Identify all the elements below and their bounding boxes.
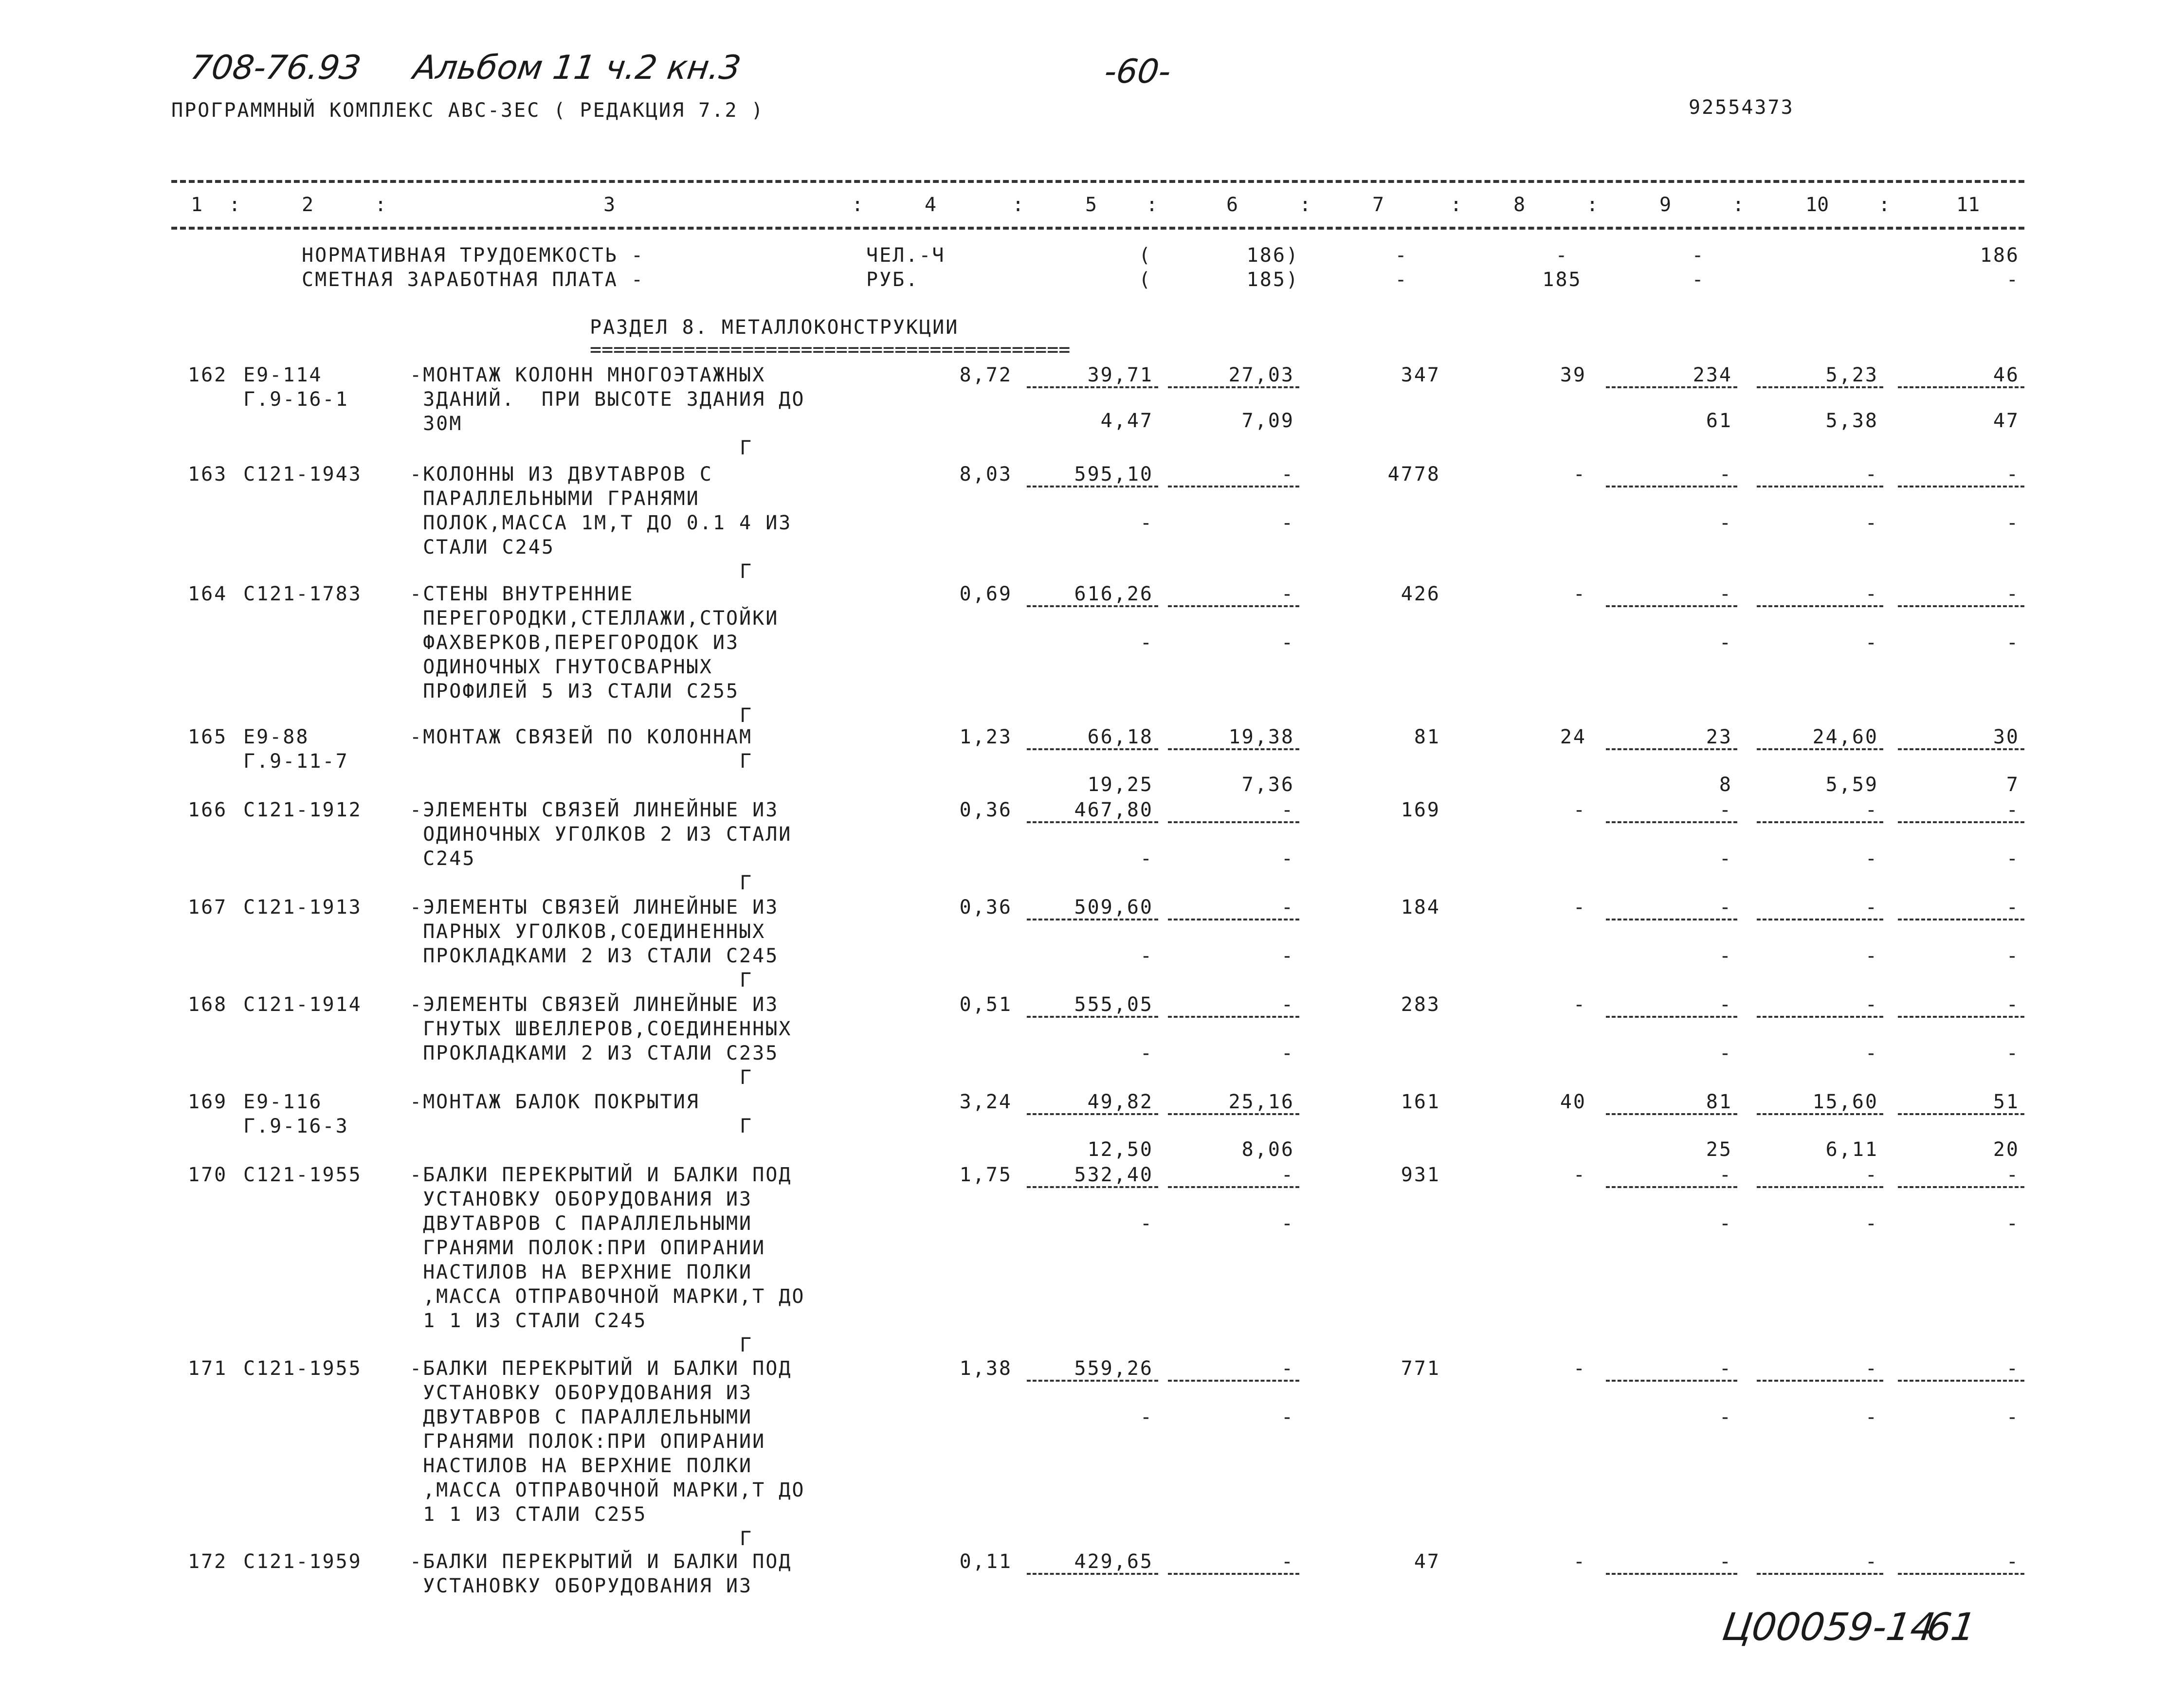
cell-c5b: 4,47 xyxy=(1100,410,1153,432)
cell-c9: 23 xyxy=(1706,726,1732,748)
summary-c7: - xyxy=(1395,244,1408,267)
column-separator: : xyxy=(852,194,864,216)
cell-c10: - xyxy=(1865,1551,1878,1573)
fraction-line xyxy=(1898,486,2024,487)
fraction-line xyxy=(1757,748,1883,750)
fraction-line xyxy=(1027,1186,1158,1188)
cell-c4: 0,51 xyxy=(959,993,1012,1016)
column-number: 7 xyxy=(1372,194,1384,216)
summary-c11: 186 xyxy=(1980,244,2020,267)
cell-c7: 283 xyxy=(1401,993,1440,1016)
summary-label: НОРМАТИВНАЯ ТРУДОЕМКОСТЬ - xyxy=(302,244,645,267)
cell-c5: 39,71 xyxy=(1087,364,1153,386)
cell-c6b: - xyxy=(1281,945,1294,967)
doc-number: 92554373 xyxy=(1689,96,1794,119)
fraction-line xyxy=(1168,748,1299,750)
row-number: 164 xyxy=(188,583,228,605)
cell-c9b: - xyxy=(1719,512,1732,534)
fraction-line xyxy=(1168,919,1299,920)
cell-c9: - xyxy=(1719,799,1732,821)
summary-value: 185) xyxy=(1246,269,1299,291)
cell-c11: - xyxy=(2006,799,2020,821)
cell-c7: 4778 xyxy=(1387,463,1440,486)
fraction-line xyxy=(1898,821,2024,823)
fraction-line xyxy=(1898,1380,2024,1382)
cell-c8: 24 xyxy=(1560,726,1586,748)
cell-c11b: 20 xyxy=(1993,1138,2020,1161)
cell-c9b: - xyxy=(1719,945,1732,967)
column-separator: : xyxy=(1732,194,1745,216)
row-code-secondary: Г.9-11-7 xyxy=(243,750,349,773)
cell-c5: 559,26 xyxy=(1074,1357,1153,1380)
row-description: -ЭЛЕМЕНТЫ СВЯЗЕЙ ЛИНЕЙНЫЕ ИЗ ОДИНОЧНЫХ УГОЛКОВ 2 ИЗ СТАЛИ С245 xyxy=(410,799,792,870)
fraction-line xyxy=(1606,486,1737,487)
row-description: -МОНТАЖ БАЛОК ПОКРЫТИЯ xyxy=(410,1091,700,1113)
summary-value: 186) xyxy=(1246,244,1299,267)
header-rule-bottom xyxy=(171,227,2024,230)
column-separator: : xyxy=(1450,194,1462,216)
cell-c11b: - xyxy=(2006,945,2020,967)
cell-c5b: 19,25 xyxy=(1087,774,1153,796)
cell-c9b: - xyxy=(1719,1212,1732,1235)
row-code: С121-1783 xyxy=(243,583,362,605)
row-number: 166 xyxy=(188,799,228,821)
page-number: -60- xyxy=(1102,53,1174,91)
cell-c11: 30 xyxy=(1993,726,2020,748)
cell-c6: 25,16 xyxy=(1228,1091,1294,1113)
fraction-line xyxy=(1606,1380,1737,1382)
fraction-line xyxy=(1898,1113,2024,1115)
row-code: Е9-114 xyxy=(243,364,323,386)
row-number: 172 xyxy=(188,1551,228,1573)
cell-c10b: 5,38 xyxy=(1825,410,1878,432)
cell-c10: 5,23 xyxy=(1825,364,1878,386)
fraction-line xyxy=(1027,919,1158,920)
cell-c6: - xyxy=(1281,1551,1294,1573)
cell-c9: - xyxy=(1719,463,1732,486)
row-description: -МОНТАЖ КОЛОНН МНОГОЭТАЖНЫХ ЗДАНИЙ. ПРИ ВЫСОТЕ ЗДАНИЯ ДО 30М xyxy=(410,364,805,435)
row-number: 168 xyxy=(188,993,228,1016)
cell-c4: 0,69 xyxy=(959,583,1012,605)
fraction-line xyxy=(1898,1573,2024,1575)
row-marker: Г xyxy=(740,704,753,727)
cell-c5: 66,18 xyxy=(1087,726,1153,748)
cell-c11: 51 xyxy=(1993,1091,2020,1113)
cell-c10: - xyxy=(1865,993,1878,1016)
cell-c6: - xyxy=(1281,1164,1294,1186)
fraction-line xyxy=(1027,1113,1158,1115)
row-code: Е9-116 xyxy=(243,1091,323,1113)
row-marker: Г xyxy=(740,750,753,773)
row-description: -БАЛКИ ПЕРЕКРЫТИЙ И БАЛКИ ПОД УСТАНОВКУ ОБОРУДОВАНИЯ ИЗ ДВУТАВРОВ С ПАРАЛЛЕЛЬНЫМИ ГРАНЯМИ ПОЛОК:ПРИ ОПИРАНИИ НАСТИЛОВ НА ВЕРХНИЕ ПОЛКИ ,МАССА ОТПРАВОЧНОЙ МАРКИ,Т ДО 1 1 ИЗ СТАЛИ С245 xyxy=(410,1164,805,1332)
cell-c5b: 12,50 xyxy=(1087,1138,1153,1161)
cell-c6b: - xyxy=(1281,512,1294,534)
fraction-line xyxy=(1168,1573,1299,1575)
cell-c4: 0,11 xyxy=(959,1551,1012,1573)
header-rule-top xyxy=(171,180,2024,183)
row-code: С121-1914 xyxy=(243,993,362,1016)
fraction-line xyxy=(1898,748,2024,750)
cell-c10b: 6,11 xyxy=(1825,1138,1878,1161)
cell-c8: - xyxy=(1573,583,1586,605)
row-number: 169 xyxy=(188,1091,228,1113)
row-number: 162 xyxy=(188,364,228,386)
fraction-line xyxy=(1606,1573,1737,1575)
cell-c5b: - xyxy=(1140,1042,1153,1064)
fraction-line xyxy=(1606,821,1737,823)
cell-c9b: 25 xyxy=(1706,1138,1732,1161)
handwritten-code: 708-76.93 xyxy=(188,49,364,87)
fraction-line xyxy=(1027,386,1158,388)
summary-c9: - xyxy=(1692,244,1705,267)
fraction-line xyxy=(1027,748,1158,750)
cell-c10: 24,60 xyxy=(1812,726,1878,748)
cell-c6b: - xyxy=(1281,1406,1294,1428)
fraction-line xyxy=(1757,486,1883,487)
row-number: 167 xyxy=(188,896,228,919)
column-number: 5 xyxy=(1085,194,1097,216)
fraction-line xyxy=(1027,1380,1158,1382)
cell-c5: 467,80 xyxy=(1074,799,1153,821)
cell-c9b: - xyxy=(1719,1406,1732,1428)
row-code-secondary: Г.9-16-1 xyxy=(243,388,349,411)
fraction-line xyxy=(1757,1186,1883,1188)
cell-c4: 8,72 xyxy=(959,364,1012,386)
cell-c11: 46 xyxy=(1993,364,2020,386)
column-separator: : xyxy=(229,194,241,216)
row-marker: Г xyxy=(740,1115,753,1137)
cell-c10b: - xyxy=(1865,1406,1878,1428)
footer-sheet: 61 xyxy=(1924,1605,1979,1649)
fraction-line xyxy=(1168,1380,1299,1382)
cell-c6: - xyxy=(1281,896,1294,919)
cell-c10b: - xyxy=(1865,631,1878,654)
row-code: С121-1955 xyxy=(243,1357,362,1380)
summary-paren: ( xyxy=(1139,244,1152,267)
cell-c6b: 7,09 xyxy=(1241,410,1294,432)
summary-c8: - xyxy=(1555,244,1569,267)
cell-c8: - xyxy=(1573,1164,1586,1186)
row-description: -БАЛКИ ПЕРЕКРЫТИЙ И БАЛКИ ПОД УСТАНОВКУ ОБОРУДОВАНИЯ ИЗ xyxy=(410,1551,792,1597)
cell-c5b: - xyxy=(1140,631,1153,654)
fraction-line xyxy=(1606,748,1737,750)
row-code: С121-1955 xyxy=(243,1164,362,1186)
cell-c4: 0,36 xyxy=(959,896,1012,919)
cell-c11: - xyxy=(2006,1357,2020,1380)
fraction-line xyxy=(1027,1016,1158,1018)
fraction-line xyxy=(1898,1016,2024,1018)
cell-c6: - xyxy=(1281,993,1294,1016)
cell-c10b: 5,59 xyxy=(1825,774,1878,796)
cell-c10: - xyxy=(1865,1164,1878,1186)
summary-paren: ( xyxy=(1139,269,1152,291)
cell-c10b: - xyxy=(1865,512,1878,534)
column-number: 10 xyxy=(1805,194,1829,216)
column-number: 4 xyxy=(925,194,937,216)
cell-c8: 40 xyxy=(1560,1091,1586,1113)
footer-stamp: Ц00059-14 xyxy=(1719,1605,1938,1649)
cell-c5: 49,82 xyxy=(1087,1091,1153,1113)
cell-c5b: - xyxy=(1140,512,1153,534)
fraction-line xyxy=(1757,1573,1883,1575)
fraction-line xyxy=(1757,605,1883,607)
cell-c8: - xyxy=(1573,993,1586,1016)
cell-c9b: - xyxy=(1719,1042,1732,1064)
cell-c5b: - xyxy=(1140,1406,1153,1428)
cell-c6b: 8,06 xyxy=(1241,1138,1294,1161)
fraction-line xyxy=(1606,919,1737,920)
cell-c8: 39 xyxy=(1560,364,1586,386)
row-marker: Г xyxy=(740,969,753,992)
cell-c4: 1,75 xyxy=(959,1164,1012,1186)
cell-c6: - xyxy=(1281,583,1294,605)
row-description: -БАЛКИ ПЕРЕКРЫТИЙ И БАЛКИ ПОД УСТАНОВКУ ОБОРУДОВАНИЯ ИЗ ДВУТАВРОВ С ПАРАЛЛЕЛЬНЫМИ ГРАНЯМИ ПОЛОК:ПРИ ОПИРАНИИ НАСТИЛОВ НА ВЕРХНИЕ ПОЛКИ ,МАССА ОТПРАВОЧНОЙ МАРКИ,Т ДО 1 1 ИЗ СТАЛИ С255 xyxy=(410,1357,805,1526)
cell-c10b: - xyxy=(1865,945,1878,967)
cell-c4: 8,03 xyxy=(959,463,1012,486)
cell-c8: - xyxy=(1573,896,1586,919)
summary-c9: - xyxy=(1692,269,1705,291)
cell-c10: - xyxy=(1865,799,1878,821)
row-marker: Г xyxy=(740,560,753,583)
cell-c11: - xyxy=(2006,1551,2020,1573)
cell-c10: - xyxy=(1865,1357,1878,1380)
fraction-line xyxy=(1168,486,1299,487)
cell-c4: 3,24 xyxy=(959,1091,1012,1113)
cell-c4: 1,23 xyxy=(959,726,1012,748)
cell-c5b: - xyxy=(1140,1212,1153,1235)
cell-c6b: 7,36 xyxy=(1241,774,1294,796)
fraction-line xyxy=(1168,1186,1299,1188)
cell-c11: - xyxy=(2006,896,2020,919)
column-separator: : xyxy=(1878,194,1891,216)
cell-c9: - xyxy=(1719,583,1732,605)
fraction-line xyxy=(1168,1016,1299,1018)
cell-c9: 234 xyxy=(1693,364,1732,386)
cell-c5: 429,65 xyxy=(1074,1551,1153,1573)
summary-unit: РУБ. xyxy=(866,269,919,291)
cell-c6: - xyxy=(1281,799,1294,821)
cell-c11: - xyxy=(2006,993,2020,1016)
fraction-line xyxy=(1027,486,1158,487)
fraction-line xyxy=(1757,1113,1883,1115)
fraction-line xyxy=(1168,1113,1299,1115)
cell-c7: 47 xyxy=(1414,1551,1440,1573)
row-code: Е9-88 xyxy=(243,726,309,748)
cell-c10: - xyxy=(1865,463,1878,486)
cell-c10: - xyxy=(1865,583,1878,605)
cell-c11b: - xyxy=(2006,1042,2020,1064)
row-marker: Г xyxy=(740,872,753,894)
column-separator: : xyxy=(1299,194,1311,216)
cell-c7: 184 xyxy=(1401,896,1440,919)
cell-c9: - xyxy=(1719,1164,1732,1186)
summary-c11: - xyxy=(2006,269,2020,291)
handwritten-album: Альбом 11 ч.2 кн.3 xyxy=(411,49,744,87)
cell-c9b: - xyxy=(1719,848,1732,870)
cell-c8: - xyxy=(1573,1551,1586,1573)
fraction-line xyxy=(1606,386,1737,388)
cell-c11b: - xyxy=(2006,1212,2020,1235)
row-number: 170 xyxy=(188,1164,228,1186)
cell-c4: 0,36 xyxy=(959,799,1012,821)
cell-c7: 161 xyxy=(1401,1091,1440,1113)
cell-c5: 532,40 xyxy=(1074,1164,1153,1186)
row-description: -СТЕНЫ ВНУТРЕННИЕ ПЕРЕГОРОДКИ,СТЕЛЛАЖИ,СТОЙКИ ФАХВЕРКОВ,ПЕРЕГОРОДОК ИЗ ОДИНОЧНЫХ ГНУТОСВАРНЫХ ПРОФИЛЕЙ 5 ИЗ СТАЛИ С255 xyxy=(410,583,779,703)
cell-c6: 19,38 xyxy=(1228,726,1294,748)
row-description: -ЭЛЕМЕНТЫ СВЯЗЕЙ ЛИНЕЙНЫЕ ИЗ ПАРНЫХ УГОЛКОВ,СОЕДИНЕННЫХ ПРОКЛАДКАМИ 2 ИЗ СТАЛИ С245 xyxy=(410,896,779,967)
cell-c11b: - xyxy=(2006,512,2020,534)
summary-label: СМЕТНАЯ ЗАРАБОТНАЯ ПЛАТА - xyxy=(302,269,645,291)
row-description: -МОНТАЖ СВЯЗЕЙ ПО КОЛОННАМ xyxy=(410,726,753,748)
column-separator: : xyxy=(1146,194,1158,216)
row-code: С121-1913 xyxy=(243,896,362,919)
row-marker: Г xyxy=(740,1066,753,1089)
cell-c9b: - xyxy=(1719,631,1732,654)
cell-c6b: - xyxy=(1281,631,1294,654)
section-underline: ========================================= xyxy=(590,339,1071,361)
summary-c8: 185 xyxy=(1542,269,1582,291)
cell-c6: - xyxy=(1281,1357,1294,1380)
row-marker: Г xyxy=(740,1528,753,1550)
row-description: -КОЛОННЫ ИЗ ДВУТАВРОВ С ПАРАЛЛЕЛЬНЫМИ ГРАНЯМИ ПОЛОК,МАССА 1М,Т ДО 0.1 4 ИЗ СТАЛИ С245 xyxy=(410,463,792,559)
cell-c7: 771 xyxy=(1401,1357,1440,1380)
row-number: 171 xyxy=(188,1357,228,1380)
row-code: С121-1959 xyxy=(243,1551,362,1573)
column-number: 2 xyxy=(302,194,314,216)
cell-c6b: - xyxy=(1281,1042,1294,1064)
column-separator: : xyxy=(1586,194,1599,216)
section-title: РАЗДЕЛ 8. МЕТАЛЛОКОНСТРУКЦИИ xyxy=(590,316,959,339)
cell-c11b: - xyxy=(2006,1406,2020,1428)
fraction-line xyxy=(1898,386,2024,388)
fraction-line xyxy=(1757,1380,1883,1382)
fraction-line xyxy=(1606,1113,1737,1115)
cell-c11b: - xyxy=(2006,848,2020,870)
cell-c7: 426 xyxy=(1401,583,1440,605)
cell-c11: - xyxy=(2006,1164,2020,1186)
cell-c5: 509,60 xyxy=(1074,896,1153,919)
cell-c10b: - xyxy=(1865,1212,1878,1235)
cell-c6b: - xyxy=(1281,848,1294,870)
fraction-line xyxy=(1027,1573,1158,1575)
fraction-line xyxy=(1606,1186,1737,1188)
cell-c10: - xyxy=(1865,896,1878,919)
fraction-line xyxy=(1168,821,1299,823)
cell-c8: - xyxy=(1573,1357,1586,1380)
row-number: 165 xyxy=(188,726,228,748)
fraction-line xyxy=(1898,1186,2024,1188)
cell-c9: - xyxy=(1719,993,1732,1016)
column-number: 9 xyxy=(1659,194,1672,216)
cell-c5: 555,05 xyxy=(1074,993,1153,1016)
column-separator: : xyxy=(1012,194,1024,216)
summary-unit: ЧЕЛ.-Ч xyxy=(866,244,946,267)
cell-c5b: - xyxy=(1140,848,1153,870)
column-separator: : xyxy=(375,194,387,216)
cell-c5b: - xyxy=(1140,945,1153,967)
fraction-line xyxy=(1757,1016,1883,1018)
cell-c10: 15,60 xyxy=(1812,1091,1878,1113)
cell-c11: - xyxy=(2006,583,2020,605)
cell-c6: 27,03 xyxy=(1228,364,1294,386)
row-number: 163 xyxy=(188,463,228,486)
cell-c11b: 7 xyxy=(2006,774,2020,796)
fraction-line xyxy=(1757,386,1883,388)
fraction-line xyxy=(1898,919,2024,920)
cell-c10b: - xyxy=(1865,848,1878,870)
cell-c8: - xyxy=(1573,463,1586,486)
row-marker: Г xyxy=(740,437,753,459)
cell-c9: - xyxy=(1719,1357,1732,1380)
cell-c8: - xyxy=(1573,799,1586,821)
column-number: 1 xyxy=(191,194,203,216)
cell-c9: 81 xyxy=(1706,1091,1732,1113)
fraction-line xyxy=(1757,919,1883,920)
column-number: 8 xyxy=(1513,194,1526,216)
cell-c4: 1,38 xyxy=(959,1357,1012,1380)
cell-c6b: - xyxy=(1281,1212,1294,1235)
cell-c11b: - xyxy=(2006,631,2020,654)
column-number: 11 xyxy=(1956,194,1980,216)
row-code: С121-1943 xyxy=(243,463,362,486)
cell-c7: 81 xyxy=(1414,726,1440,748)
cell-c7: 169 xyxy=(1401,799,1440,821)
cell-c9b: 8 xyxy=(1719,774,1732,796)
fraction-line xyxy=(1606,1016,1737,1018)
summary-c7: - xyxy=(1395,269,1408,291)
cell-c10b: - xyxy=(1865,1042,1878,1064)
program-line: ПРОГРАММНЫЙ КОМПЛЕКС АВС-3ЕС ( РЕДАКЦИЯ 7.2 ) xyxy=(171,99,764,122)
fraction-line xyxy=(1606,605,1737,607)
cell-c9: - xyxy=(1719,896,1732,919)
cell-c7: 931 xyxy=(1401,1164,1440,1186)
cell-c7: 347 xyxy=(1401,364,1440,386)
cell-c11: - xyxy=(2006,463,2020,486)
cell-c11b: 47 xyxy=(1993,410,2020,432)
column-number: 6 xyxy=(1226,194,1238,216)
cell-c6: - xyxy=(1281,463,1294,486)
fraction-line xyxy=(1898,605,2024,607)
cell-c5: 595,10 xyxy=(1074,463,1153,486)
row-code-secondary: Г.9-16-3 xyxy=(243,1115,349,1137)
column-number: 3 xyxy=(603,194,616,216)
fraction-line xyxy=(1757,821,1883,823)
cell-c9b: 61 xyxy=(1706,410,1732,432)
row-marker: Г xyxy=(740,1334,753,1356)
fraction-line xyxy=(1027,605,1158,607)
cell-c9: - xyxy=(1719,1551,1732,1573)
fraction-line xyxy=(1168,386,1299,388)
cell-c5: 616,26 xyxy=(1074,583,1153,605)
row-code: С121-1912 xyxy=(243,799,362,821)
row-description: -ЭЛЕМЕНТЫ СВЯЗЕЙ ЛИНЕЙНЫЕ ИЗ ГНУТЫХ ШВЕЛЛЕРОВ,СОЕДИНЕННЫХ ПРОКЛАДКАМИ 2 ИЗ СТАЛИ С235 xyxy=(410,993,792,1064)
fraction-line xyxy=(1027,821,1158,823)
fraction-line xyxy=(1168,605,1299,607)
